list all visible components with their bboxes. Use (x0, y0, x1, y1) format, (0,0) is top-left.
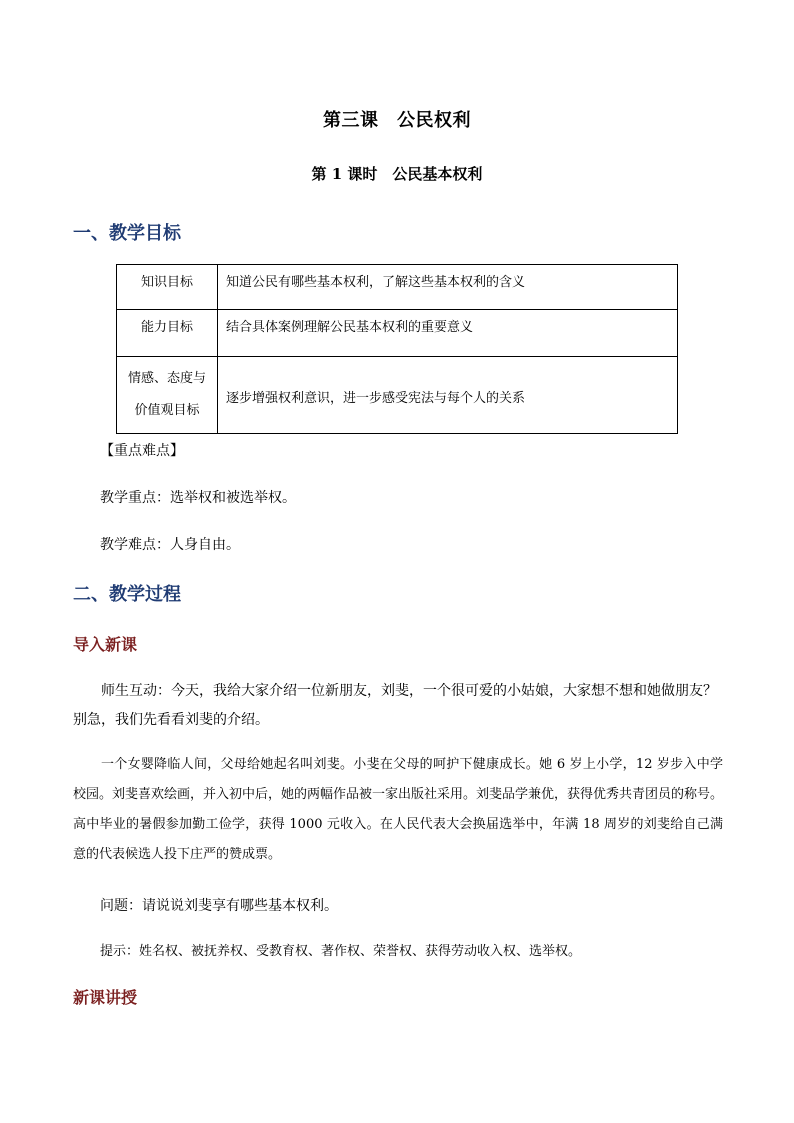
lesson-subtitle: 第 1 课时 公民基本权利 (311, 165, 483, 183)
dialog-paragraph: 师生互动：今天，我给大家介绍一位新朋友，刘斐，一个很可爱的小姑娘，大家想不想和她做朋友？别急，我们先看看刘斐的介绍。 (73, 683, 717, 728)
goal-content: 结合具体案例理解公民基本权利的重要意义 (218, 310, 678, 357)
question-text: 问题：请说说刘斐享有哪些基本权利。 (100, 898, 338, 914)
subheading-lecture: 新课讲授 (73, 988, 138, 1007)
goal-label: 能力目标 (117, 310, 218, 357)
goal-label-line2: 价值观目标 (134, 403, 200, 418)
goal-content: 知道公民有哪些基本权利，了解这些基本权利的含义 (218, 265, 678, 310)
key-point-text: 教学重点：选举权和被选举权。 (100, 490, 296, 506)
goal-label-line1: 情感、态度与 (127, 371, 206, 386)
section-heading-goals: 一、教学目标 (73, 223, 181, 244)
subheading-intro: 导入新课 (73, 635, 138, 654)
goals-table (116, 264, 678, 434)
story-paragraph: 一个女婴降临人间，父母给她起名叫刘斐。小斐在父母的呵护下健康成长。她 6 岁上小学，12 岁步入中学校园。刘斐喜欢绘画，并入初中后，她的两幅作品被一家出版社采用。刘斐品学兼优，获得优秀共青团员的称号。高中毕业的暑假参加勤工俭学，获得 1000 元收入。在人民代表大会换届选举中，年满 18 周岁的刘斐给自己满意的代表候选人投下庄严的赞成票。 (73, 757, 724, 862)
key-points-heading: 【重点难点】 (100, 443, 184, 459)
goal-content: 逐步增强权利意识，进一步感受宪法与每个人的关系 (218, 357, 678, 434)
lesson-title: 第三课 公民权利 (323, 110, 471, 131)
hint-text: 提示：姓名权、被抚养权、受教育权、著作权、荣誉权、获得劳动收入权、选举权。 (100, 944, 582, 959)
goals-row (117, 357, 678, 434)
section-heading-process: 二、教学过程 (73, 584, 181, 605)
goal-label (117, 357, 218, 434)
difficulty-text: 教学难点：人身自由。 (100, 537, 240, 553)
goals-row (117, 310, 678, 357)
goals-row (117, 265, 678, 310)
goal-label: 知识目标 (117, 265, 218, 310)
